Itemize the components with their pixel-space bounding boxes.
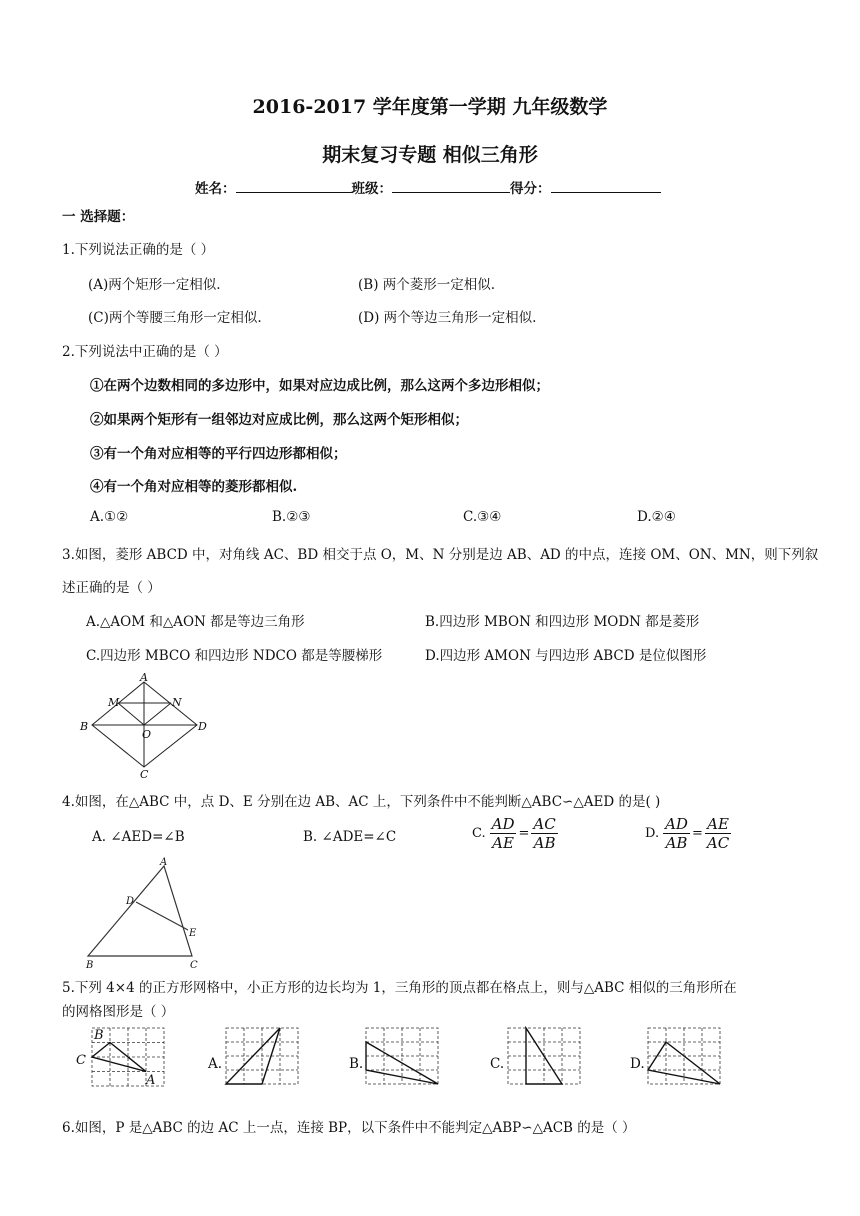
q3-stem-line1: 3.如图，菱形 ABCD 中，对角线 AC、BD 相交于点 O，M、N 分别是边 AB、AD 的中点，连接 OM、ON、MN，则下列叙 [62, 547, 819, 563]
q4-stem: 4.如图，在△ABC 中，点 D、E 分别在边 AB、AC 上，下列条件中不能判断△ABC∽△AED 的是( ) [62, 794, 661, 810]
q3-option-c: C.四边形 MBCO 和四边形 NDCO 都是等腰梯形 [86, 648, 383, 664]
q2-option-b: B.②③ [272, 509, 311, 525]
class-label: 班级： [351, 181, 392, 197]
q1-option-b: (B) 两个菱形一定相似. [358, 277, 496, 293]
q5-stem-line1: 5.下列 4×4 的正方形网格中，小正方形的边长均为 1，三角形的顶点都在格点上，则与△ABC 相似的三角形所在 [62, 980, 737, 996]
q5-option-d-grid [646, 1026, 722, 1088]
q5-stem-line2: 的网格图形是（ ） [62, 1004, 175, 1020]
section-heading: 一 选择题： [62, 209, 135, 225]
q2-statement-2: ②如果两个矩形有一组邻边对应成比例，那么这两个矩形相似； [90, 412, 468, 428]
q3-option-d: D.四边形 AMON 与四边形 ABCD 是位似图形 [425, 648, 707, 664]
q4-option-d: D. $\frac{AD}{AB}$ = $\frac{AE}{AC}$ [645, 815, 730, 852]
q1-option-d: (D) 两个等边三角形一定相似. [358, 310, 537, 326]
q5-option-a-label: A. [208, 1056, 223, 1072]
q5-option-b-label: B. [349, 1056, 364, 1072]
label-b: B [94, 1028, 104, 1043]
label-c: C [140, 768, 149, 781]
fraction: $\frac{AE}{AC}$ [706, 815, 730, 852]
q5-option-d-label: D. [630, 1056, 645, 1072]
q2-statement-3: ③有一个角对应相等的平行四边形都相似； [90, 446, 347, 462]
q3-stem-line2: 述正确的是（ ） [62, 580, 161, 596]
label-a: A [146, 1073, 156, 1088]
score-label: 得分： [510, 181, 551, 197]
label-d: D [198, 720, 207, 733]
q5-option-a-grid [224, 1026, 300, 1088]
q4-option-b: B. ∠ADE=∠C [303, 829, 397, 845]
q2-stem: 2.下列说法中正确的是（ ） [62, 344, 228, 360]
q3-option-a: A.△AOM 和△AON 都是等边三角形 [86, 614, 305, 630]
label-m: M [108, 696, 120, 709]
q5-option-c-grid [506, 1026, 582, 1088]
q5-option-c-label: C. [490, 1056, 505, 1072]
fraction: $\frac{AD}{AE}$ [491, 815, 515, 852]
page-subtitle: 期末复习专题 相似三角形 [322, 144, 538, 166]
label-b: B [86, 960, 94, 971]
q2-option-a: A.①② [90, 509, 129, 525]
q2-option-c: C.③④ [463, 509, 502, 525]
fraction: $\frac{AC}{AB}$ [533, 815, 556, 852]
label-a: A [160, 857, 168, 868]
q2-statement-4: ④有一个角对应相等的菱形都相似. [90, 479, 298, 495]
page-title: 2016-2017 学年度第一学期 九年级数学 [252, 96, 608, 118]
q6-stem: 6.如图，P 是△ABC 的边 AC 上一点，连接 BP，以下条件中不能判定△ABP∽△ACB 的是（ ） [62, 1120, 636, 1136]
q4-option-a: A. ∠AED=∠B [92, 829, 185, 845]
name-label: 姓名： [195, 181, 236, 197]
label-e: E [189, 928, 197, 939]
label-a: A [140, 672, 148, 684]
q1-option-a: (A)两个矩形一定相似. [88, 277, 221, 293]
q3-option-b: B.四边形 MBON 和四边形 MODN 都是菱形 [425, 614, 700, 630]
q2-statement-1: ①在两个边数相同的多边形中，如果对应边成比例，那么这两个多边形相似； [90, 378, 549, 394]
q4-triangle-figure [80, 856, 205, 972]
student-info-row [195, 177, 661, 197]
q1-option-c: (C)两个等腰三角形一定相似. [88, 310, 262, 326]
label-b: B [80, 720, 89, 733]
label-c: C [190, 960, 198, 971]
q2-option-d: D.②④ [637, 509, 676, 525]
score-field[interactable] [551, 180, 661, 193]
label-d: D [126, 896, 135, 907]
label-o: O [142, 728, 152, 741]
fraction: $\frac{AD}{AB}$ [665, 815, 688, 852]
class-field[interactable] [392, 180, 510, 193]
label-c: C [76, 1053, 86, 1068]
q5-reference-grid [72, 1022, 167, 1092]
q5-option-b-grid [364, 1026, 440, 1088]
q1-stem: 1.下列说法正确的是（ ） [62, 242, 215, 258]
label-n: N [172, 696, 182, 709]
q4-option-c: C. $\frac{AD}{AE}$ = $\frac{AC}{AB}$ [472, 815, 556, 852]
name-field[interactable] [236, 180, 352, 193]
q3-rhombus-figure [70, 672, 220, 782]
